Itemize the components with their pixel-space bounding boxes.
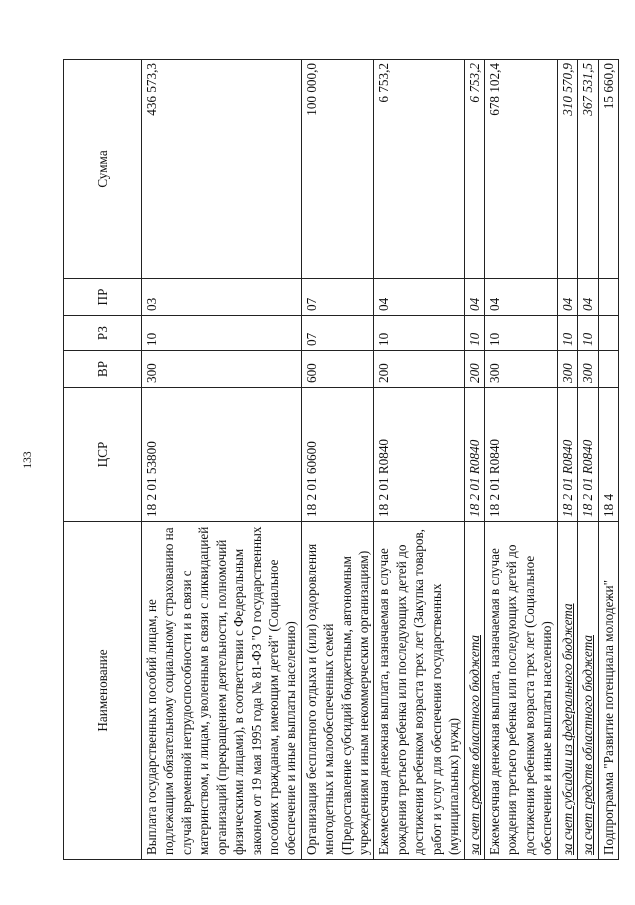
budget-table	[63, 59, 619, 860]
cell-sum: 6 753,2	[464, 60, 484, 279]
cell-rz: 10	[142, 316, 302, 351]
table-row	[301, 60, 374, 860]
cell-rz: 10	[485, 316, 558, 351]
cell-name: Ежемесячная денежная выплата, назначаемая в случае рождения третьего ребенка или последующих детей до достижения ребенком возраста трех лет (Закупка товаров, работ и услуг для обеспечения государственных (муниципальных) нужд)	[374, 522, 464, 860]
rotated-page	[20, 60, 616, 860]
cell-name: за счет средств областного бюджета	[578, 522, 598, 860]
cell-sum: 436 573,3	[142, 60, 302, 279]
cell-pr: 07	[301, 279, 374, 316]
cell-vr	[598, 351, 618, 388]
cell-csr: 18 2 01 R0840	[557, 388, 577, 522]
cell-pr: 03	[142, 279, 302, 316]
cell-csr: 18 2 01 R0840	[464, 388, 484, 522]
cell-pr: 04	[557, 279, 577, 316]
cell-csr: 18 2 01 R0840	[578, 388, 598, 522]
cell-pr: 04	[578, 279, 598, 316]
cell-name: за счет субсидии из федерального бюджета	[557, 522, 577, 860]
header-rz: РЗ	[64, 316, 142, 351]
table-row	[557, 60, 577, 860]
cell-csr: 18 2 01 R0840	[485, 388, 558, 522]
table-row	[464, 60, 484, 860]
cell-name: Ежемесячная денежная выплата, назначаемая в случае рождения третьего ребенка или последующих детей до достижения ребенком возраста трех лет (Социальное обеспечение и иные выплаты населению)	[485, 522, 558, 860]
cell-name: Организация бесплатного отдыха и (или) оздоровления многодетных и малообеспеченных семей (Предоставление субсидий бюджетным, автономным учреждениям и иным некоммерческим организациям)	[301, 522, 374, 860]
table-header-row	[64, 60, 142, 860]
cell-rz: 10	[374, 316, 464, 351]
cell-csr: 18 4	[598, 388, 618, 522]
table-row	[485, 60, 558, 860]
cell-vr: 300	[578, 351, 598, 388]
cell-vr: 600	[301, 351, 374, 388]
cell-pr: 04	[485, 279, 558, 316]
table-row	[598, 60, 618, 860]
header-csr: ЦСР	[64, 388, 142, 522]
cell-csr: 18 2 01 60600	[301, 388, 374, 522]
cell-name: за счет средств областного бюджета	[464, 522, 484, 860]
cell-vr: 300	[485, 351, 558, 388]
header-pr: ПР	[64, 279, 142, 316]
cell-pr: 04	[464, 279, 484, 316]
cell-rz: 10	[557, 316, 577, 351]
table-body	[142, 60, 619, 860]
cell-csr: 18 2 01 R0840	[374, 388, 464, 522]
cell-csr: 18 2 01 53800	[142, 388, 302, 522]
cell-pr	[598, 279, 618, 316]
cell-sum: 367 531,5	[578, 60, 598, 279]
cell-name: Подпрограмма "Развитие потенциала молодежи"	[598, 522, 618, 860]
page-number: 133	[22, 451, 34, 469]
cell-vr: 200	[464, 351, 484, 388]
header-name: Наименование	[64, 522, 142, 860]
cell-rz: 10	[578, 316, 598, 351]
cell-sum: 6 753,2	[374, 60, 464, 279]
cell-sum: 15 660,0	[598, 60, 618, 279]
cell-vr: 200	[374, 351, 464, 388]
cell-sum: 100 000,0	[301, 60, 374, 279]
table-row	[578, 60, 598, 860]
cell-pr: 04	[374, 279, 464, 316]
cell-vr: 300	[557, 351, 577, 388]
header-sum: Сумма	[64, 60, 142, 279]
table-row	[142, 60, 302, 860]
table-row	[374, 60, 464, 860]
cell-sum: 310 570,9	[557, 60, 577, 279]
header-vr: ВР	[64, 351, 142, 388]
cell-vr: 300	[142, 351, 302, 388]
cell-sum: 678 102,4	[485, 60, 558, 279]
cell-rz	[598, 316, 618, 351]
cell-name: Выплата государственных пособий лицам, не подлежащим обязательному социальному страхованию на случай временной нетрудоспособности и в связи с материнством, и лицам, уволенным в связи с ликвидацией организаций (прекращением деятельности, полномочий физическими лицами), в соответствии с Федеральным законом от 19 мая 1995 года № 81-ФЗ "О государственных пособиях гражданам, имеющим детей" (Социальное обеспечение и иные выплаты населению)	[142, 522, 302, 860]
cell-rz: 10	[464, 316, 484, 351]
cell-rz: 07	[301, 316, 374, 351]
